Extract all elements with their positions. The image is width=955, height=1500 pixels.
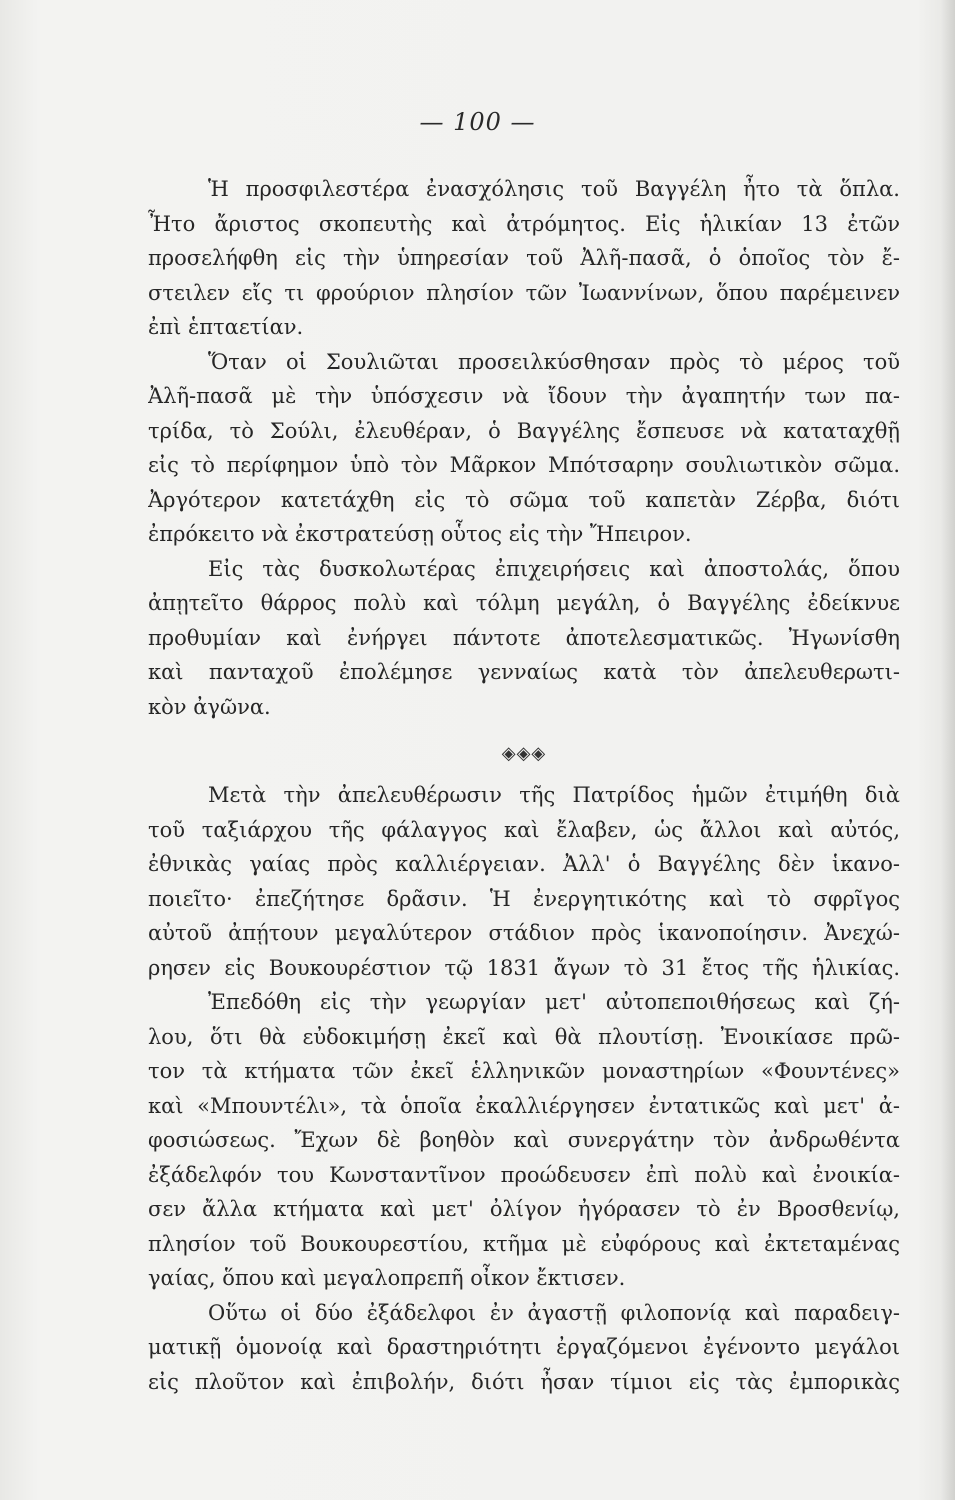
- text-line: φοσιώσεως. Ἔχων δὲ βοηθὸν καὶ συνεργάτην τὸν ἀνδρωθέντα: [148, 1128, 900, 1152]
- text-line: Ἡ προσφιλεστέρα ἐνασχόλησις τοῦ Βαγγέλη ἦτο τὰ ὅπλα.: [208, 177, 900, 201]
- text-line: ποιεῖτο· ἐπεζήτησε δρᾶσιν. Ἡ ἐνεργητικότης καὶ τὸ σφρῖγος: [148, 886, 900, 911]
- text-line: Ἦτο ἄριστος σκοπευτὴς καὶ ἀτρόμητος. Εἰς ἡλικίαν 13 ἐτῶν: [148, 211, 900, 236]
- text-line: εἰς τὸ περίφημον ὑπὸ τὸν Μᾶρκον Μπότσαρην σουλιωτικὸν σῶμα.: [148, 453, 900, 477]
- text-line: Ἀλῆ-πασᾶ μὲ τὴν ὑπόσχεσιν νὰ ἴδουν τὴν ἀγαπητήν των πα-: [148, 384, 900, 408]
- text-line: Ἐπεδόθη εἰς τὴν γεωργίαν μετ' αὐτοπεποιθήσεως καὶ ζή-: [208, 990, 900, 1014]
- paragraph-2: [148, 345, 900, 552]
- text-line: ρησεν εἰς Βουκουρέστιον τῷ 1831 ἄγων τὸ 31 ἔτος τῆς ἡλικίας.: [148, 955, 900, 980]
- text-line: ἐξάδελφόν του Κωνσταντῖνον προώδευσεν ἐπὶ πολὺ καὶ ἐνοικία-: [148, 1162, 900, 1187]
- text-line: σεν ἄλλα κτήματα καὶ μετ' ὀλίγον ἠγόρασεν τὸ ἐν Βροσθενίῳ,: [148, 1197, 900, 1221]
- text-line: Μετὰ τὴν ἀπελευθέρωσιν τῆς Πατρίδος ἡμῶν ἐτιμήθη διὰ: [208, 783, 900, 807]
- page-edge-shadow: [941, 0, 955, 1500]
- text-line: Οὕτω οἱ δύο ἐξάδελφοι ἐν ἀγαστῇ φιλοπονίᾳ καὶ παραδειγ-: [208, 1300, 900, 1325]
- text-line: ματικῇ ὁμονοίᾳ καὶ δραστηριότητι ἐργαζόμενοι ἐγένοντο μεγάλοι: [148, 1335, 900, 1359]
- paragraph-4: [148, 778, 900, 985]
- text-line: ἐπρόκειτο νὰ ἐκστρατεύσῃ οὗτος εἰς τὴν Ἤπειρον.: [148, 522, 692, 546]
- text-line: πλησίον τοῦ Βουκουρεστίου, κτῆμα μὲ εὐφόρους καὶ ἐκτεταμένας: [148, 1231, 900, 1256]
- text-line: Ἀργότερον κατετάχθη εἰς τὸ σῶμα τοῦ καπετὰν Ζέρβα, διότι: [148, 487, 900, 512]
- text-line: προσελήφθη εἰς τὴν ὑπηρεσίαν τοῦ Ἀλῆ-πασᾶ, ὁ ὁποῖος τὸν ἔ-: [148, 246, 900, 270]
- paragraph-1: [148, 172, 900, 345]
- text-line: ἐπὶ ἑπταετίαν.: [148, 315, 304, 339]
- text-line: προθυμίαν καὶ ἐνήργει πάντοτε ἀποτελεσματικῶς. Ἠγωνίσθη: [148, 625, 900, 650]
- body-text: [148, 172, 900, 1399]
- text-line: καὶ πανταχοῦ ἐπολέμησε γενναίως κατὰ τὸν ἀπελευθερωτι-: [148, 660, 900, 684]
- paragraph-6: [148, 1296, 900, 1400]
- text-line: τρίδα, τὸ Σούλι, ἐλευθέραν, ὁ Βαγγέλης ἔσπευσε νὰ καταταχθῇ: [148, 418, 900, 443]
- text-line: εἰς πλοῦτον καὶ ἐπιβολήν, διότι ἦσαν τίμιοι εἰς τὰς ἐμπορικὰς: [148, 1369, 900, 1394]
- text-line: καὶ «Μπουντέλι», τὰ ὁποῖα ἐκαλλιέργησεν ἐντατικῶς καὶ μετ' ἀ-: [148, 1093, 900, 1118]
- paragraph-5: [148, 985, 900, 1296]
- text-line: κὸν ἀγῶνα.: [148, 694, 271, 719]
- text-line: στειλεν εἴς τι φρούριον πλησίον τῶν Ἰωαννίνων, ὅπου παρέμεινεν: [148, 280, 900, 305]
- text-line: λου, ὅτι θὰ εὐδοκιμήσῃ ἐκεῖ καὶ θὰ πλουτίσῃ. Ἐνοικίασε πρῶ-: [148, 1024, 900, 1049]
- text-line: Ὅταν οἱ Σουλιῶται προσειλκύσθησαν πρὸς τὸ μέρος τοῦ: [208, 349, 900, 374]
- text-line: τον τὰ κτήματα τῶν ἐκεῖ ἑλληνικῶν μοναστηρίων «Φουντένες»: [148, 1059, 900, 1083]
- text-line: αὐτοῦ ἀπῄτουν μεγαλύτερον στάδιον πρὸς ἱκανοποίησιν. Ἀνεχώ-: [148, 921, 900, 945]
- page-number: — 100 —: [419, 108, 536, 136]
- paragraph-3: [148, 552, 900, 725]
- section-ornament: ◈◈◈: [501, 743, 547, 764]
- text-line: τοῦ ταξιάρχου τῆς φάλαγγος καὶ ἔλαβεν, ὡς ἄλλοι καὶ αὐτός,: [148, 817, 900, 842]
- text-line: Εἰς τὰς δυσκολωτέρας ἐπιχειρήσεις καὶ ἀποστολάς, ὅπου: [208, 556, 900, 581]
- text-line: ἀπῃτεῖτο θάρρος πολὺ καὶ τόλμη μεγάλη, ὁ Βαγγέλης ἐδείκνυε: [148, 591, 900, 615]
- text-line: ἐθνικὰς γαίας πρὸς καλλιέργειαν. Ἀλλ' ὁ Βαγγέλης δὲν ἱκανο-: [148, 852, 900, 876]
- text-line: γαίας, ὅπου καὶ μεγαλοπρεπῆ οἶκον ἔκτισεν.: [148, 1266, 626, 1290]
